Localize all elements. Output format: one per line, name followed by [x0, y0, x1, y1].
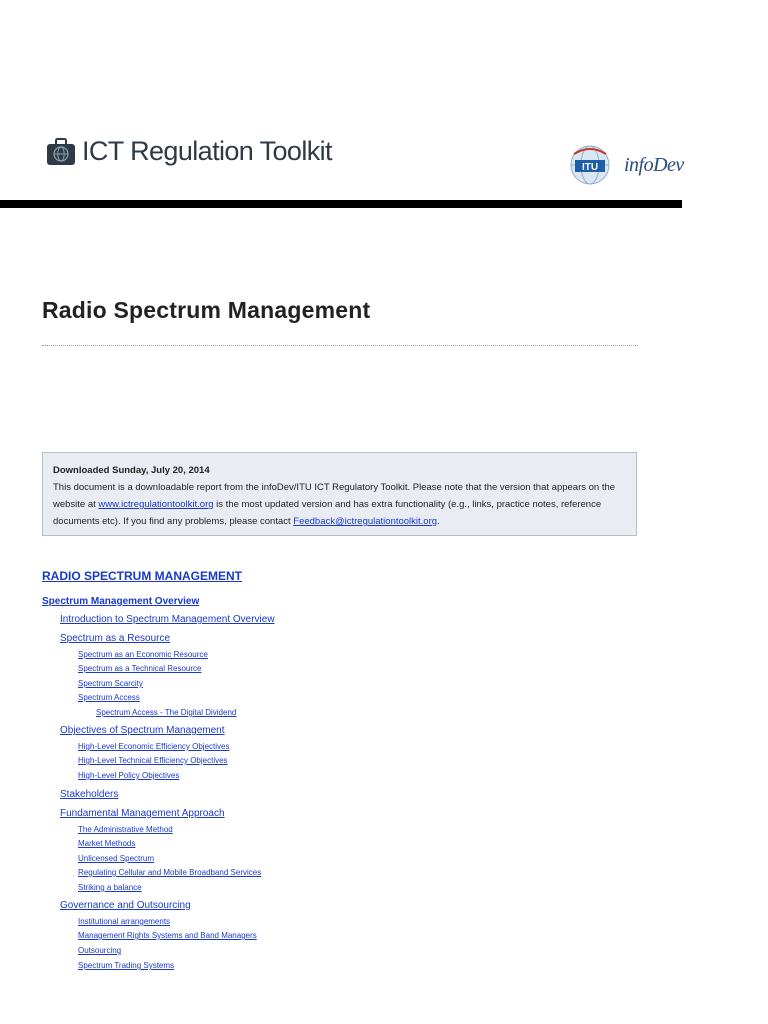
toc-link[interactable]: Spectrum Access - The Digital Dividend	[96, 708, 237, 717]
brand-title: ICT Regulation Toolkit	[82, 136, 332, 166]
title-divider	[42, 345, 638, 346]
toc-link[interactable]: Striking a balance	[78, 883, 142, 892]
toc-link[interactable]: Spectrum Scarcity	[78, 679, 143, 688]
page-title: Radio Spectrum Management	[42, 297, 371, 323]
toc-link[interactable]: Institutional arrangements	[78, 917, 171, 926]
toc-link[interactable]: Stakeholders	[60, 789, 119, 800]
page-header	[0, 0, 768, 210]
toc-link[interactable]: Fundamental Management Approach	[60, 808, 225, 819]
toc-link[interactable]: Objectives of Spectrum Management	[60, 725, 225, 736]
toc-link[interactable]: Spectrum as an Economic Resource	[78, 650, 208, 659]
notice-text-2: is the most updated version and has extra functionality (e.g., links, practice notes, reference documents etc). If you find any problems, please contact	[53, 499, 602, 527]
itu-logo-icon	[568, 142, 618, 188]
toc-link[interactable]: RADIO SPECTRUM MANAGEMENT	[42, 569, 242, 583]
toc-link[interactable]: The Administrative Method	[78, 825, 173, 834]
toc-link[interactable]: Spectrum as a Technical Resource	[78, 664, 202, 673]
toc-link[interactable]: Management Rights Systems and Band Managers	[78, 931, 257, 940]
toc-link[interactable]: Spectrum Access	[78, 693, 140, 702]
website-link[interactable]: www.ictregulationtoolkit.org	[98, 499, 214, 510]
toc-link[interactable]: Governance and Outsourcing	[60, 900, 191, 911]
notice-text-3: .	[437, 516, 440, 527]
toc-link[interactable]: High-Level Policy Objectives	[78, 771, 180, 780]
header-divider-bar	[0, 200, 682, 208]
toc-link[interactable]: Regulating Cellular and Mobile Broadband Services	[78, 868, 262, 877]
notice-text-1: This document is a downloadable report from the infoDev/ITU ICT Regulatory Toolkit. Please note that the version that appears on the website at	[53, 482, 616, 510]
toc-link[interactable]: Spectrum Trading Systems	[78, 961, 175, 970]
itu-logo-label: ITU	[581, 162, 599, 173]
download-date: Downloaded Sunday, July 20, 2014	[53, 465, 210, 476]
brand	[46, 136, 332, 167]
toc-link[interactable]: High-Level Technical Efficiency Objectives	[78, 756, 228, 765]
toc-link[interactable]: Spectrum Management Overview	[42, 596, 200, 607]
toc-link[interactable]: Outsourcing	[78, 946, 122, 955]
toc-link[interactable]: Spectrum as a Resource	[60, 633, 171, 644]
toc-link[interactable]: Introduction to Spectrum Management Overview	[60, 614, 275, 625]
feedback-email-link[interactable]: Feedback@ictregulationtoolkit.org	[293, 516, 438, 527]
toc-link[interactable]: High-Level Economic Efficiency Objectives	[78, 742, 230, 751]
notice-body	[53, 479, 626, 530]
toc-link[interactable]: Market Methods	[78, 839, 136, 848]
download-notice	[42, 452, 637, 536]
toc-link[interactable]: Unlicensed Spectrum	[78, 854, 155, 863]
partner-logos	[568, 142, 684, 188]
toolkit-briefcase-icon	[46, 137, 76, 167]
infodev-logo: infoDev	[624, 153, 684, 176]
